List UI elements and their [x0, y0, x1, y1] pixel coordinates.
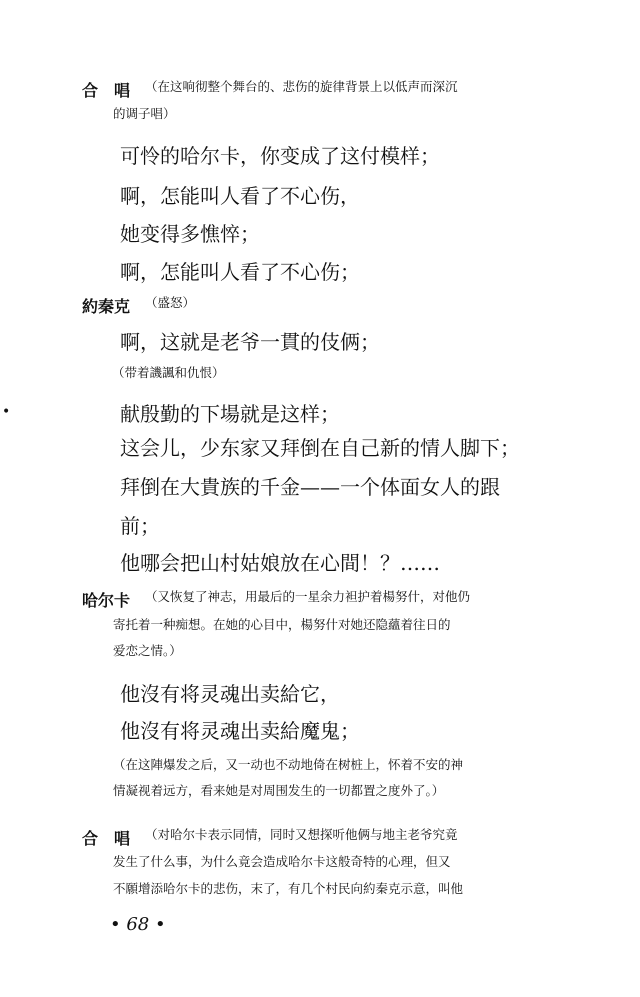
stage-direction: （在这陣爆发之后，又一动也不动地倚在树桩上，怀着不安的神 — [113, 757, 464, 772]
verse-line: 他沒有将灵魂出卖給魔鬼； — [120, 719, 360, 743]
page-number: • 68 • — [110, 914, 166, 935]
verse-line: 这会儿，少东家又拜倒在自己新的情人脚下； — [120, 436, 520, 460]
verse-line: 他沒有将灵魂出卖給它， — [120, 682, 340, 706]
verse-line: 可怜的哈尔卡，你变成了这付模样； — [120, 144, 440, 168]
verse-line: 献殷勤的下場就是这样； — [120, 402, 340, 426]
stage-direction: 情凝视着远方，看来她是对周围发生的一切都置之度外了。） — [113, 783, 445, 798]
verse-line: 前； — [120, 514, 160, 538]
stage-direction: 发生了什么事，为什么竟会造成哈尔卡这般奇特的心理，但又 — [113, 854, 451, 869]
verse-line: 拜倒在大貴族的千金——一个体面女人的跟 — [120, 475, 500, 499]
stage-direction: （对哈尔卡表示同情，同时又想探听他俩与地主老爷究竟 — [145, 827, 458, 842]
stage-direction: （又恢复了神志，用最后的一星余力袒护着楊努什，对他仍 — [145, 589, 471, 604]
speaker-label: 合 唱 — [82, 81, 131, 100]
speaker-label: 哈尔卡 — [82, 591, 131, 610]
verse-line: 啊，怎能叫人看了不心伤， — [120, 184, 360, 208]
verse-line: 啊，这就是老爷一貫的伎俩； — [120, 330, 380, 354]
stage-direction: 的调子唱） — [113, 106, 176, 121]
verse-line: 啊，怎能叫人看了不心伤； — [120, 260, 360, 284]
verse-line: 他哪会把山村姑娘放在心間！？…… — [120, 551, 440, 575]
stage-direction: 爱恋之情。） — [113, 643, 182, 658]
stage-direction: （在这响彻整个舞台的、悲伤的旋律背景上以低声而深沉 — [145, 79, 458, 94]
stage-direction: （盛怒） — [145, 295, 196, 310]
stage-direction: 寄托着一种痴想。在她的心目中，楊努什对她还隐蘊着往日的 — [113, 617, 451, 632]
stage-direction: （带着譏諷和仇恨） — [112, 365, 225, 380]
verse-line: 她变得多憔悴； — [120, 222, 260, 246]
speaker-label: 約秦克 — [82, 297, 131, 316]
speaker-label: 合 唱 — [82, 829, 131, 848]
stage-direction: 不願增添哈尔卡的悲伤，末了，有几个村民向約秦克示意，叫他 — [113, 881, 464, 896]
margin-dot: • — [2, 404, 11, 420]
